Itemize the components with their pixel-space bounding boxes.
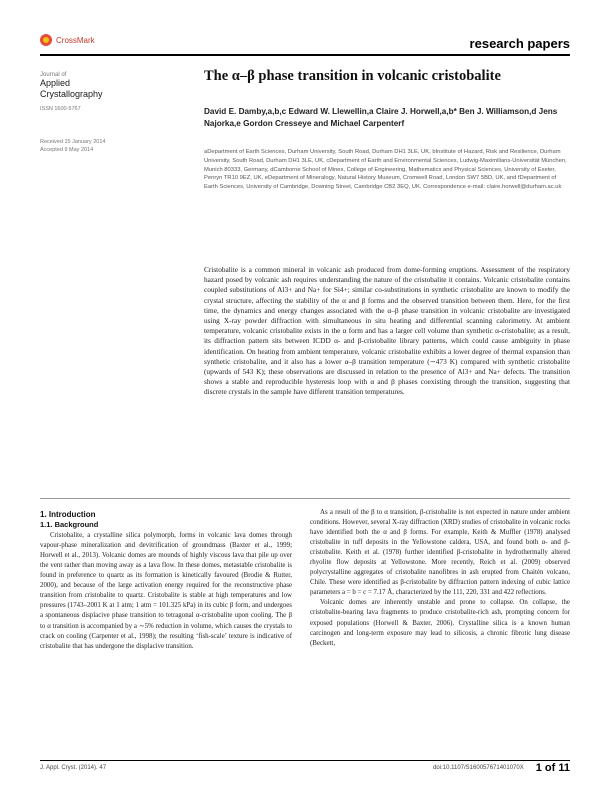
paragraph: Volcanic domes are inherently unstable and prone to collapse. On collapse, the cristobalite-bearing lava fragments to produce cristobalite-rich ash, prompting concern for exposed populations (Horwell & Baxter, 2006). Crystalline silica is a known human carcinogen and long-term exposure may lead to silicosis, a chronic fibrotic lung disease (Beckett, (310, 599, 570, 647)
crossmark-label: CrossMark (56, 35, 95, 45)
page-number: 1 of 11 (535, 762, 570, 774)
paragraph: Cristobalite, a crystalline silica polymorph, forms in volcanic lava domes through vapour-phase mineralization and devitrification of groundmass (Baxter et al., 1999; Horwell et al., 2013). Volcanic domes are mounds of highly viscous lava that pile up over the vent rather than moving away as a lava flow. In these domes, metastable cristobalite is found in preference to quartz as its formation is kinetically favoured (Brodie & Rutter, 2000), and because of the large activation energy required for the reconstructive phase transition from cristobalite to quartz. Cristobalite is stable at high temperatures and low pressures (1743–2001 K at 1 atm; 1 atm = 101.325 kPa) in its cubic β form, and undergoes a spontaneous displacive phase transition to tetragonal α-cristobalite upon cooling. The β to α transition is accompanied by a ∼5% reduction in volume, which causes the crystals to crack on cooling (Carpenter et al., 1998); the resulting ‘fish-scale’ texture is indicative of cristobalite that has undergone the displacive transition. (40, 532, 292, 650)
footer-rule (40, 760, 570, 761)
body-column-left (40, 508, 292, 652)
crossmark-logo[interactable] (40, 34, 95, 46)
header-rule (40, 54, 570, 56)
section-heading: 1. Introduction (40, 510, 96, 519)
journal-name-line1: Applied (40, 78, 71, 88)
received-date: Received 15 January 2014 (40, 139, 106, 145)
body-column-right (310, 508, 570, 649)
paragraph: As a result of the β to α transition, β-cristobalite is not expected in nature under ambient conditions. However, several X-ray diffraction (XRD) studies of cristobalite in volcanic rocks have identified both the α and β forms. For example, Keith & Muffler (1978) analysed cristobalite in tuff deposits in the Yellowstone caldera, USA, and found both α- and β-cristobalite. Keith et al. (1978) further identified β-cristobalite in hydrothermally altered rhyolite flow deposits at Yellowstone. More recently, Reich et al. (2009) observed polycrystalline aggregates of cristobalite nanofibres in ash erupted from Chaitén volcano, Chile. These were identified as β-cristobalite by diffraction pattern indexing of cubic lattice parameters a = b = c = 7.17 Å, characterized by the 111, 220, 331 and 422 reflections. (310, 509, 570, 597)
footer (40, 762, 570, 774)
journal-name-line2: Crystallography (40, 89, 103, 99)
abstract: Cristobalite is a common mineral in volcanic ash produced from dome-forming eruptions. Assessment of the respiratory hazard posed by volcanic ash requires understanding the nature of the cristobalite it contains. Volcanic cristobalite contains coupled substitutions of Al3+ and Na+ for Si4+; similar co-substitutions in synthetic cristobalite are known to modify the crystal structure, affecting the stability of the α and β forms and the observed transition between them. Here, for the first time, the dynamics and energy changes associated with the α–β phase transition in volcanic cristobalite are investigated using X-ray powder diffraction with simultaneous in situ heating and differential scanning calorimetry. At ambient temperature, volcanic cristobalite exists in the α form and has a larger cell volume than synthetic α-cristobalite; as a result, its diffraction pattern sits between ICDD α- and β-cristobalite library patterns, which could cause ambiguity in phase identification. On heating from ambient temperature, volcanic cristobalite exhibits a lower degree of thermal expansion than synthetic cristobalite, and it also has a lower α–β transition temperature (∼473 K) compared with synthetic cristobalite (upwards of 543 K); these observations are discussed in relation to the presence of Al3+ and Na+ defects. The transition shows a stable and reproducible hysteresis loop with α and β phases coexisting through the transition, suggesting that discrete crystals in the sample have different transition temperatures. (204, 265, 570, 397)
section-label: research papers (469, 36, 570, 51)
footer-citation: J. Appl. Cryst. (2014). 47 (40, 765, 107, 771)
affiliations: aDepartment of Earth Sciences, Durham University, South Road, Durham DH1 3LE, UK, bInstitute of Hazard, Risk and Resilience, Durham University, South Road, Durham DH1 3LE, UK, cDepartment of Earth and Environmental Sciences, Ludwig-Maximilians-Universität München, Munich 80333, Germany, dCamborne School of Mines, College of Engineering, Mathematics and Physical Sciences, University of Exeter, Penryn TR10 9EZ, UK, eDepartment of Mineralogy, Natural History Museum, Cromwell Road, London SW7 5BD, UK, and fDepartment of Earth Sciences, University of Cambridge, Downing Street, Cambridge CB2 3EQ, UK. Correspondence e-mail: claire.horwell@durham.ac.uk (204, 149, 567, 191)
crossmark-icon (40, 34, 52, 46)
journal-block (40, 72, 150, 112)
abstract-divider (40, 498, 570, 499)
article-title: The α–β phase transition in volcanic cristobalite (204, 68, 501, 84)
author-list: David E. Damby,a,b,c Edward W. Llewellin,a Claire J. Horwell,a,b* Ben J. Williamson,d Jens Najorka,e Gordon Cresseye and Michael Carpenterf (204, 107, 558, 128)
journal-pre: Journal of (40, 72, 67, 78)
footer-doi[interactable]: doi:10.1107/S160057671401070X (433, 765, 524, 771)
subsection-heading: 1.1. Background (40, 520, 99, 530)
accepted-date: Accepted 9 May 2014 (40, 147, 94, 153)
journal-issn: ISSN 1600-5767 (40, 106, 81, 112)
dates-block (40, 138, 150, 154)
